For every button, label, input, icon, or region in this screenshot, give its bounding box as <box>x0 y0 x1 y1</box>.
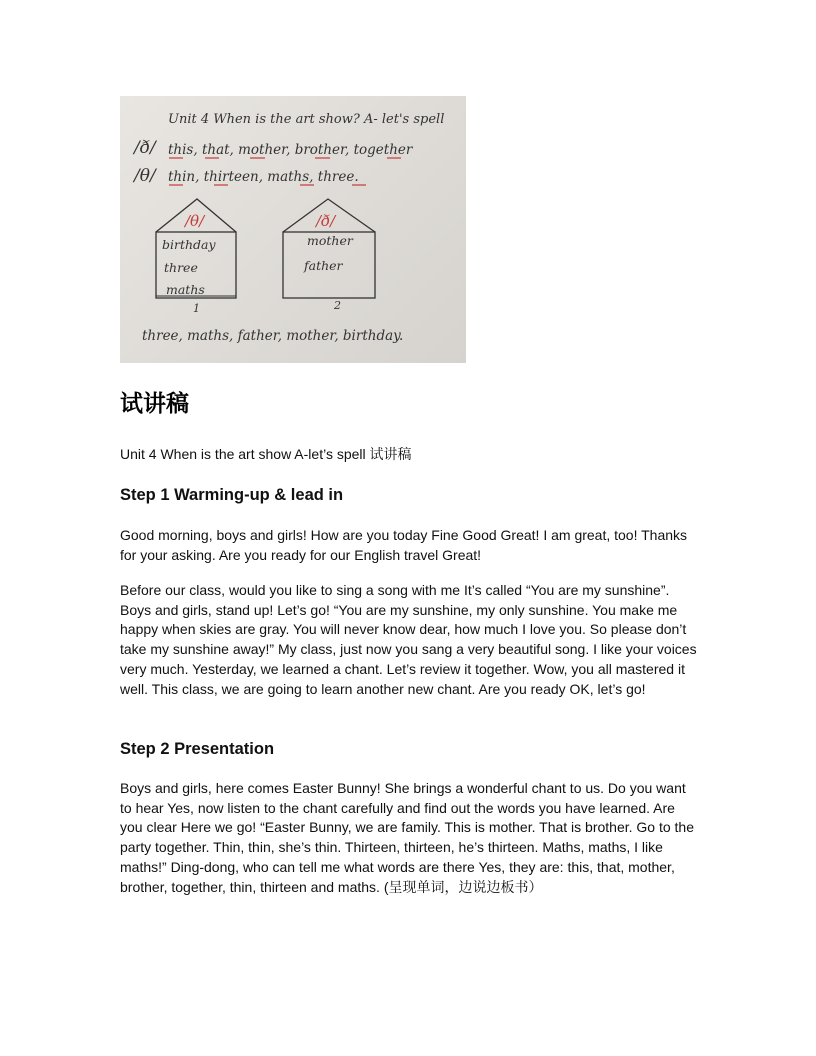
house-1-word-1: birthday <box>162 237 216 252</box>
house-2-phoneme: /ð/ <box>316 212 336 230</box>
house-2-word-2: father <box>304 258 343 273</box>
document-title: 试讲稿 <box>120 391 189 417</box>
step1-paragraph-2: Before our class, would you like to sing a song with me It’s called “You are my sunshine”. Boys and girls, stand up! Let’s go! “You are my sunshine, my only sunshine. You make me happy when skies are gray. You will never know dear, how much I love you. So please don’t take my sunshine away!” My class, just now you sang a very beautiful song. I like your voices very much. Yesterday, we learned a chant. Let’s review it together. Wow, you all mastered it well. This class, we are going to learn another new chant. Are you ready OK, let’s go! <box>120 582 697 697</box>
house-1-number: 1 <box>193 302 200 315</box>
step2-heading: Step 2 Presentation <box>120 740 275 758</box>
step1-paragraph-1: Good morning, boys and girls! How are you today Fine Good Great! I am great, too! Thanks for your asking. Are you ready for our English travel Great! <box>120 527 688 563</box>
notes-bottom-line: three, maths, father, mother, birthday. <box>142 328 404 344</box>
notes-drawing <box>120 96 466 363</box>
house-1-word-2: three <box>164 260 198 275</box>
house-1-word-3: maths <box>166 282 205 297</box>
notes-line1-words: this, that, mother, brother, together <box>168 142 413 158</box>
handwritten-notes-photo <box>120 96 466 363</box>
house-2 <box>283 199 375 312</box>
notes-title: Unit 4 When is the art show? A- let's spell <box>168 112 445 127</box>
house-2-word-1: mother <box>307 233 353 248</box>
house-1 <box>156 199 236 315</box>
notes-line2-words: thin, thirteen, maths, three. <box>168 169 359 185</box>
notes-line1-label: /ð/ <box>134 138 156 158</box>
house-2-number: 2 <box>334 299 341 312</box>
step1-heading: Step 1 Warming-up & lead in <box>120 486 344 504</box>
document-subtitle: Unit 4 When is the art show A-let’s spell 试讲稿 <box>120 446 412 462</box>
notes-line2-label: /θ/ <box>134 166 156 186</box>
house-1-phoneme: /θ/ <box>185 212 205 230</box>
step2-paragraph-1: Boys and girls, here comes Easter Bunny! She brings a wonderful chant to us. Do you want to hear Yes, now listen to the chant carefully and find out the words you have learned. Are you clear Here we go! “Easter Bunny, we are family. This is mother. That is brother. Go to the party together. Thin, thin, she’s thin. Thirteen, thirteen, he’s thirteen. Maths, maths, I like maths!” Ding-dong, who can tell me what words are there Yes, they are: this, that, mother, brother, together, thin, thirteen and maths. (呈现单词，边说边板书） <box>120 780 694 895</box>
